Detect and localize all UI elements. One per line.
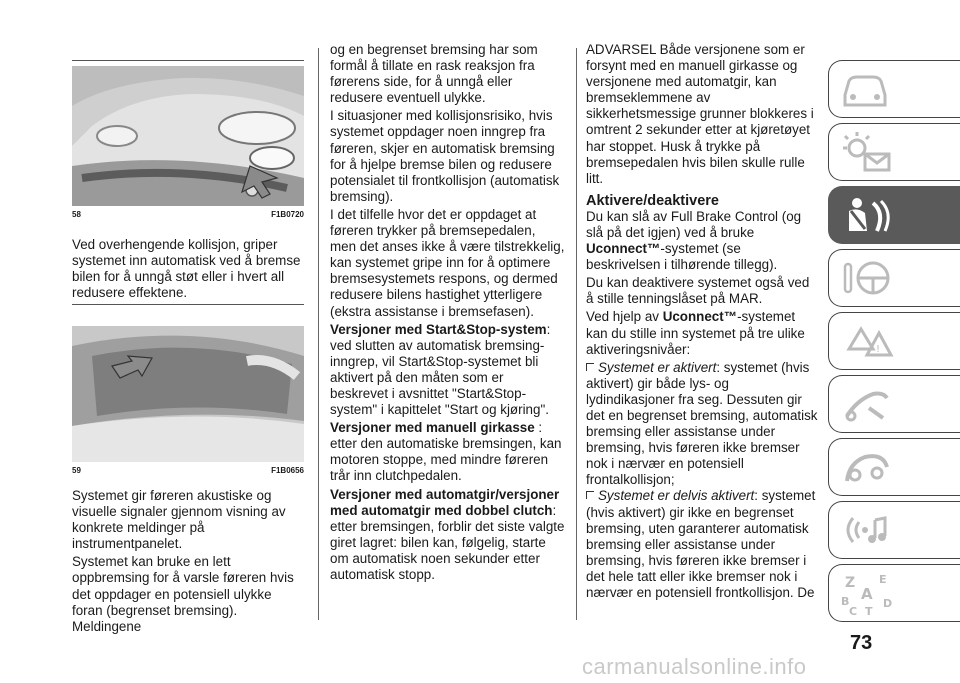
index-letter: C [849,605,858,617]
bullet-term: Systemet er aktivert [598,359,717,375]
chapter-tab-technical-data[interactable] [828,438,960,496]
paragraph-text: etter den automatiske bremsingen, kan motoren stoppe, med mindre føreren trår inn clutchpedalen. [330,436,562,484]
paragraph-text: ved slutten av automatisk bremsing-inngrep, vil Start&Stop-systemet bli aktivert på den måten som er beskrevet i avsnittet "Start&Stop-system" i kapittelet "Start og kjøring". [330,337,549,418]
subheading-tail: : [534,420,543,436]
car-front-photo [72,66,304,206]
maintenance-wrench-icon [839,382,895,428]
bullet-text: : systemet (hvis aktivert) gir både lys- og lydindikasjoner fra seg. Dessuten gir det en begrenset bremsing, automatisk bremsing eller assistanse under bremsing, hvis føreren ikke bremser nok i nærvær en potensiell frontalkollisjon; [586,359,818,488]
figure-code: F1B0656 [271,466,304,475]
svg-text:!: ! [876,344,881,355]
divider-rule [72,304,304,305]
column-divider [576,48,577,620]
windshield-photo [72,326,304,462]
paragraph: og en begrenset bremsing har som formål å tillate en rask reaksjon fra førerens side, for å unngå eller redusere eventuell ulykke. [330,42,538,106]
text: Ved hjelp av [586,309,663,325]
paragraph: Systemet gir føreren akustiske og visuelle signaler gjennom visning av konkrete meldinger på instrumentpanelet. [72,488,286,552]
top-rule [72,60,304,61]
column-1-bottom [72,488,304,637]
chapter-tab-dashboard[interactable] [828,60,960,118]
index-letter: B [841,595,850,608]
steering-wheel-icon [839,256,895,302]
section-heading: Aktivere/deaktivere [586,192,719,209]
text: -systemet kan du stille inn systemet på tre ulike aktiveringsnivåer: [586,309,805,357]
emergency-triangle-icon [839,319,895,365]
paragraph [586,209,818,273]
chapter-tab-warning-lights[interactable] [828,123,960,181]
chapter-tab-index[interactable] [828,564,960,622]
paragraph: I situasjoner med kollisjonsrisiko, hvis systemet oppdager noen inngrep fra føreren, skjer en automatisk bremsing for å hjelpe bremse bilen og redusere potensialet til frontkollisjon (automatisk bremsing). [330,108,560,204]
index-letters-icon [839,571,895,617]
bullet-marker-icon [586,363,594,371]
car-dashboard-icon [839,67,889,113]
page-number: 73 [850,632,873,654]
paragraph-text: : etter bremsingen, forblir det siste valgte giret lagret: bilen kan, følgelig, starte om automatisk noen sekunder etter automatisk stopp. [330,502,565,582]
chapter-tab-emergency[interactable] [828,312,960,370]
figure-number: 59 [72,466,81,475]
bullet-text: : systemet (hvis aktivert) gir ikke en begrenset bremsing, uten garanterer automatisk bremsing eller assistanse under bremsing, hvis føreren ikke bremser i det hele tatt eller ikke bremser nok i nærvær en potensiell frontkollisjon. De [586,488,816,600]
index-letter: A [861,585,873,603]
paragraph-automatic [330,487,565,584]
subheading: Versjoner med automatgir/versjoner med automatgir med dobbel clutch [330,486,560,518]
bullet-marker-icon [586,491,594,499]
chapter-tab-safety[interactable] [828,186,960,244]
subheading: Versjoner med manuell girkasse [330,420,535,436]
text: -systemet (se beskrivelsen i tilhørende tillegg). [586,241,778,273]
paragraph [586,309,818,357]
paragraph: Systemet kan bruke en lett oppbremsing for å varsle føreren hvis det oppdager en potensiell ulykke foran (begrenset bremsing). Meldingene [72,554,294,634]
column-2 [330,42,565,585]
uconnect-term: Uconnect™ [586,241,661,257]
column-1-top [72,237,304,303]
figure-caption-58 [72,210,304,219]
warning-lights-icon [839,130,895,176]
bullet-item [586,488,818,601]
column-divider [318,48,319,620]
paragraph: I det tilfelle hvor det er oppdaget at føreren trykker på bremsepedalen, men det anses ikke å være tilstrekkelig, kan systemet gripe inn for å optimere bremsesystemets respons, og dermed redusere bilens hastighet ytterligere (ekstra assistanse i bremsefasen). [330,206,565,319]
index-letter: Z [845,575,856,591]
index-letter: T [865,605,873,617]
uconnect-term: Uconnect™ [662,309,738,325]
index-letter: E [879,573,887,586]
technical-data-icon [839,445,895,491]
figure-number: 58 [72,210,81,219]
car-front-illustration [72,66,304,206]
seatbelt-airbag-icon [839,193,895,239]
figure-code: F1B0720 [271,210,304,219]
figure-caption-59 [72,466,304,475]
chapter-tab-driving[interactable] [828,249,960,307]
bullet-item [586,360,818,489]
watermark: carmanualsonline.info [582,654,807,679]
paragraph-start-stop [330,322,565,419]
subheading: Versjoner med Start&Stop-system [330,321,547,337]
chapter-tab-multimedia[interactable] [828,501,960,559]
paragraph: Du kan deaktivere systemet også ved å stille tenningslåset på MAR. [586,275,810,307]
multimedia-icon [839,508,895,554]
paragraph-manual [330,420,565,484]
windshield-illustration [72,326,304,462]
column-3 [586,42,818,603]
bullet-term: Systemet er delvis aktivert [598,488,755,504]
warning-paragraph: ADVARSEL Både versjonene som er forsynt med en manuell girkasse og versjonene med automatgir, kan bremseklemmene av sikkerhetsmessige grunner blokkeres i omtrent 2 sekunder etter at kjøretøyet har stoppet. Husk å trykke på bremsepedalen hvis bilen skulle rulle litt. [586,42,814,186]
text: Du kan slå av Full Brake Control (og slå på det igjen) ved å bruke [586,208,802,240]
subheading-tail: : [546,321,551,337]
index-letter: D [883,597,893,610]
paragraph: Ved overhengende kollisjon, griper systemet inn automatisk ved å bremse bilen for å unngå støt eller i hvert all redusere effektene. [72,237,301,301]
chapter-tab-maintenance[interactable] [828,375,960,433]
